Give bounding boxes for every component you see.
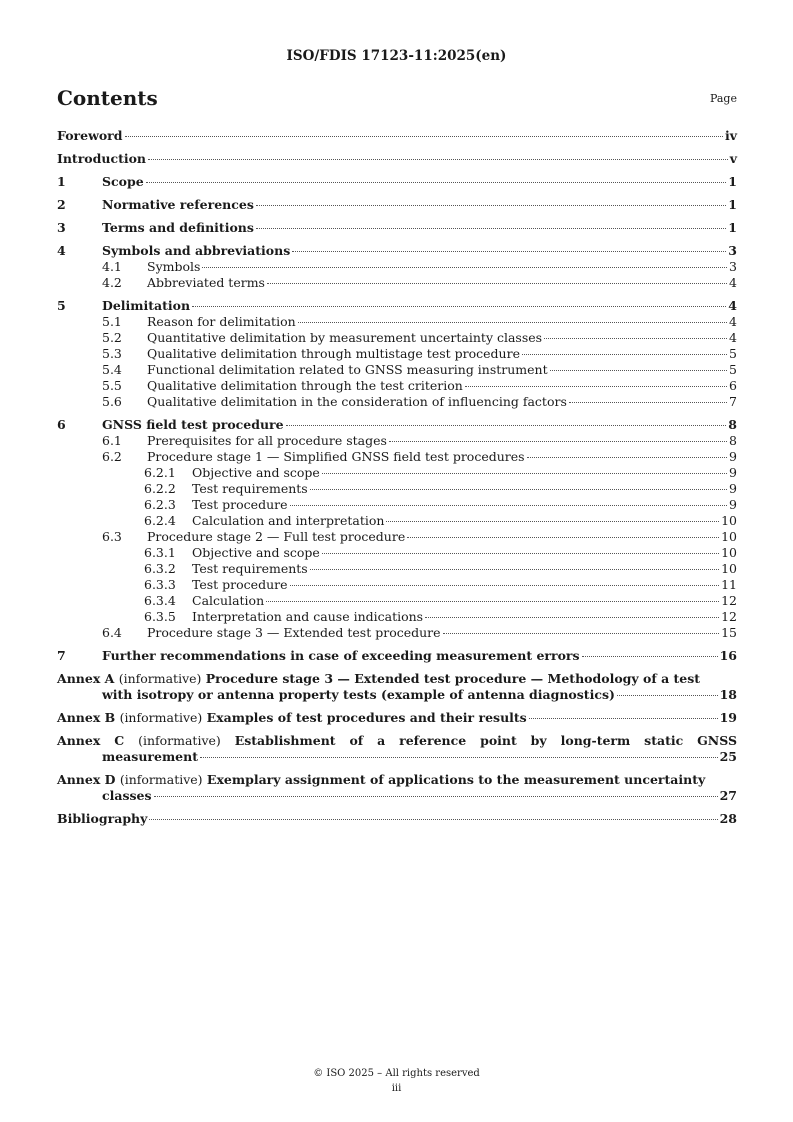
toc-label: Symbols xyxy=(147,259,201,274)
toc-page: 28 xyxy=(719,811,737,826)
annex-kind: (informative) xyxy=(118,671,202,686)
toc-entry-4-2[interactable] xyxy=(57,275,737,291)
toc-number: 3 xyxy=(57,220,66,235)
toc-entry-annex-d[interactable] xyxy=(57,772,737,804)
toc-number: 6.3.4 xyxy=(144,593,176,608)
toc-label: Delimitation xyxy=(102,298,191,313)
leader-dots xyxy=(617,695,718,696)
toc-entry-6-3[interactable] xyxy=(57,529,737,545)
toc-number: 6 xyxy=(57,417,66,432)
toc-entry-introduction[interactable] xyxy=(57,151,737,167)
annex-kind: (informative) xyxy=(138,733,221,748)
toc-entry-4[interactable] xyxy=(57,243,737,259)
toc-number: 5.2 xyxy=(102,330,122,345)
toc-entry-1[interactable] xyxy=(57,174,737,190)
leader-dots xyxy=(125,136,723,137)
contents-title: Contents xyxy=(57,86,158,110)
toc-page: 5 xyxy=(729,346,737,361)
toc-entry-5-2[interactable] xyxy=(57,330,737,346)
toc-label: Scope xyxy=(102,174,144,189)
leader-dots xyxy=(544,338,727,339)
toc-page: 18 xyxy=(719,687,737,702)
toc-number: 6.2.1 xyxy=(144,465,176,480)
leader-dots xyxy=(298,322,727,323)
leader-dots xyxy=(267,283,727,284)
page-number: iii xyxy=(391,1083,402,1094)
toc-label: Quantitative delimitation by measurement uncertainty classes xyxy=(147,330,543,345)
toc-entry-bibliography[interactable] xyxy=(57,811,737,827)
annex-kind: (informative) xyxy=(119,772,203,787)
toc-label: Test procedure xyxy=(192,497,288,512)
toc-page: 1 xyxy=(728,174,737,189)
leader-dots xyxy=(256,205,726,206)
toc-label: Test procedure xyxy=(192,577,288,592)
document-header: ISO/FDIS 17123-11:2025(en) xyxy=(286,48,507,64)
annex-title-line-2: measurement xyxy=(102,749,198,764)
toc-page: 8 xyxy=(728,417,737,432)
leader-dots xyxy=(154,796,718,797)
leader-dots xyxy=(310,489,727,490)
toc-number: 6.1 xyxy=(102,433,122,448)
toc-page: 9 xyxy=(729,481,737,496)
leader-dots xyxy=(425,617,719,618)
toc-label: Introduction xyxy=(57,151,147,166)
toc-label: Abbreviated terms xyxy=(147,275,265,290)
toc-page: 1 xyxy=(728,220,737,235)
page-footer xyxy=(0,1066,793,1096)
toc-number: 5.3 xyxy=(102,346,122,361)
toc-page: 12 xyxy=(721,609,737,624)
toc-page: 16 xyxy=(719,648,737,663)
toc-number: 5 xyxy=(57,298,66,313)
leader-dots xyxy=(582,656,718,657)
toc-page: 4 xyxy=(729,330,737,345)
leader-dots xyxy=(322,473,727,474)
toc-number: 4 xyxy=(57,243,66,258)
toc-label: Functional delimitation related to GNSS measuring instrument xyxy=(147,362,548,377)
toc-label: Qualitative delimitation in the consideration of influencing factors xyxy=(147,394,567,409)
toc-label: Normative references xyxy=(102,197,254,212)
toc-label: Interpretation and cause indications xyxy=(192,609,424,624)
leader-dots xyxy=(443,633,720,634)
leader-dots xyxy=(290,505,728,506)
annex-number: Annex A xyxy=(57,671,115,686)
toc-page: 27 xyxy=(719,788,737,803)
leader-dots xyxy=(529,718,718,719)
toc-page: 9 xyxy=(729,497,737,512)
toc-page: 4 xyxy=(728,298,737,313)
toc-page: 4 xyxy=(729,275,737,290)
toc-number: 6.3.2 xyxy=(144,561,176,576)
toc-page: 12 xyxy=(721,593,737,608)
toc-number: 4.1 xyxy=(102,259,122,274)
leader-dots xyxy=(550,370,727,371)
toc-number: 6.3.5 xyxy=(144,609,176,624)
toc-number: 6.2.2 xyxy=(144,481,176,496)
leader-dots xyxy=(522,354,727,355)
toc-label: Reason for delimitation xyxy=(147,314,296,329)
toc-page: 1 xyxy=(728,197,737,212)
toc-page: 15 xyxy=(721,625,737,640)
toc-entry-6-2[interactable] xyxy=(57,449,737,465)
toc-label: Calculation and interpretation xyxy=(192,513,385,528)
annex-title-line-1: Procedure stage 3 — Extended test procedure — Methodology of a test xyxy=(205,671,701,686)
toc-label: Test requirements xyxy=(192,561,308,576)
contents-title-row xyxy=(57,86,737,112)
toc-entry-2[interactable] xyxy=(57,197,737,213)
toc-page: 10 xyxy=(721,513,737,528)
leader-dots xyxy=(527,457,727,458)
toc-number: 4.2 xyxy=(102,275,122,290)
toc-entry-annex-b[interactable] xyxy=(57,710,737,726)
leader-dots xyxy=(386,521,719,522)
toc-number: 6.2.3 xyxy=(144,497,176,512)
toc-label: Calculation xyxy=(192,593,265,608)
toc-page: 9 xyxy=(729,449,737,464)
toc-number: 2 xyxy=(57,197,66,212)
toc-label: Procedure stage 1 — Simplified GNSS field test procedures xyxy=(147,449,525,464)
toc-page: 11 xyxy=(721,577,737,592)
toc-number: 6.4 xyxy=(102,625,122,640)
toc-page: 10 xyxy=(721,561,737,576)
leader-dots xyxy=(292,251,726,252)
toc-page: 3 xyxy=(729,259,737,274)
annex-title-line-2: classes xyxy=(102,788,152,803)
toc-entry-6-3-5[interactable] xyxy=(57,609,737,625)
toc-entry-6-3-1[interactable] xyxy=(57,545,737,561)
toc-entry-5[interactable] xyxy=(57,298,737,314)
toc-number: 6.3 xyxy=(102,529,122,544)
toc-page: 9 xyxy=(729,465,737,480)
toc-page: 10 xyxy=(721,529,737,544)
toc-entry-5-6[interactable] xyxy=(57,394,737,410)
toc-page: 19 xyxy=(719,710,737,725)
toc-label: Qualitative delimitation through multistage test procedure xyxy=(147,346,520,361)
toc-number: 6.2.4 xyxy=(144,513,176,528)
toc-entry-3[interactable] xyxy=(57,220,737,236)
toc-number: 6.3.1 xyxy=(144,545,176,560)
toc-entry-6-2-4[interactable] xyxy=(57,513,737,529)
toc-entry-6-1[interactable] xyxy=(57,433,737,449)
toc-label: GNSS field test procedure xyxy=(102,417,284,432)
toc-entry-4-1[interactable] xyxy=(57,259,737,275)
toc-entry-6-2-2[interactable] xyxy=(57,481,737,497)
toc-page: 5 xyxy=(729,362,737,377)
toc-entry-6-3-3[interactable] xyxy=(57,577,737,593)
toc-number: 6.2 xyxy=(102,449,122,464)
leader-dots xyxy=(322,553,719,554)
toc-entry-5-4[interactable] xyxy=(57,362,737,378)
toc-entry-6-2-1[interactable] xyxy=(57,465,737,481)
annex-number: Annex D xyxy=(57,772,116,787)
toc-entry-6-4[interactable] xyxy=(57,625,737,641)
toc-entry-6-3-4[interactable] xyxy=(57,593,737,609)
toc-entry-6-2-3[interactable] xyxy=(57,497,737,513)
table-of-contents xyxy=(57,128,737,827)
toc-entry-5-3[interactable] xyxy=(57,346,737,362)
copyright-notice: © ISO 2025 – All rights reserved xyxy=(313,1068,480,1079)
toc-entry-annex-c[interactable] xyxy=(57,733,737,765)
leader-dots xyxy=(200,757,718,758)
toc-label: Prerequisites for all procedure stages xyxy=(147,433,387,448)
leader-dots xyxy=(465,386,727,387)
leader-dots xyxy=(148,159,728,160)
toc-page: iv xyxy=(724,128,737,143)
leader-dots xyxy=(192,306,726,307)
leader-dots xyxy=(286,425,727,426)
toc-label: Bibliography xyxy=(57,811,148,826)
toc-number: 5.6 xyxy=(102,394,122,409)
toc-page: 8 xyxy=(729,433,737,448)
toc-page: 7 xyxy=(729,394,737,409)
toc-label: Procedure stage 2 — Full test procedure xyxy=(147,529,406,544)
toc-page: 10 xyxy=(721,545,737,560)
toc-label: Test requirements xyxy=(192,481,308,496)
toc-label: Examples of test procedures and their results xyxy=(206,710,527,725)
leader-dots xyxy=(290,585,720,586)
leader-dots xyxy=(389,441,727,442)
annex-title-line-1: Exemplary assignment of applications to the measurement uncertainty xyxy=(206,772,706,787)
page-column-label: Page xyxy=(709,92,737,105)
toc-number: 6.3.3 xyxy=(144,577,176,592)
toc-label: Foreword xyxy=(57,128,123,143)
leader-dots xyxy=(149,819,717,820)
toc-entry-6-3-2[interactable] xyxy=(57,561,737,577)
toc-label: Objective and scope xyxy=(192,545,320,560)
annex-number: Annex B xyxy=(57,710,116,725)
leader-dots xyxy=(310,569,719,570)
toc-number: 5.5 xyxy=(102,378,122,393)
toc-number: 5.4 xyxy=(102,362,122,377)
toc-page: 6 xyxy=(729,378,737,393)
toc-page: 3 xyxy=(728,243,737,258)
toc-entry-6[interactable] xyxy=(57,417,737,433)
toc-label: Further recommendations in case of exceeding measurement errors xyxy=(102,648,580,663)
leader-dots xyxy=(407,537,719,538)
toc-label: Terms and definitions xyxy=(102,220,254,235)
toc-entry-7[interactable] xyxy=(57,648,737,664)
toc-label: Objective and scope xyxy=(192,465,320,480)
toc-entry-foreword[interactable] xyxy=(57,128,737,144)
toc-number: 7 xyxy=(57,648,66,663)
toc-page: 25 xyxy=(719,749,737,764)
leader-dots xyxy=(266,601,719,602)
toc-number: 1 xyxy=(57,174,66,189)
leader-dots xyxy=(202,267,727,268)
annex-number: Annex C xyxy=(57,733,125,748)
leader-dots xyxy=(256,228,726,229)
toc-entry-5-5[interactable] xyxy=(57,378,737,394)
toc-entry-5-1[interactable] xyxy=(57,314,737,330)
toc-number: 5.1 xyxy=(102,314,122,329)
annex-title-line-2: with isotropy or antenna property tests (example of antenna diagnostics) xyxy=(102,687,615,702)
toc-page: 4 xyxy=(729,314,737,329)
leader-dots xyxy=(569,402,727,403)
toc-page: v xyxy=(729,151,737,166)
toc-label: Procedure stage 3 — Extended test procedure xyxy=(147,625,441,640)
toc-entry-annex-a[interactable] xyxy=(57,671,737,703)
annex-title-line-1: Establishment of a reference point by long-term static GNSS xyxy=(234,733,737,748)
toc-label: Symbols and abbreviations xyxy=(102,243,291,258)
toc-label: Qualitative delimitation through the test criterion xyxy=(147,378,463,393)
leader-dots xyxy=(146,182,727,183)
annex-kind: (informative) xyxy=(119,710,203,725)
